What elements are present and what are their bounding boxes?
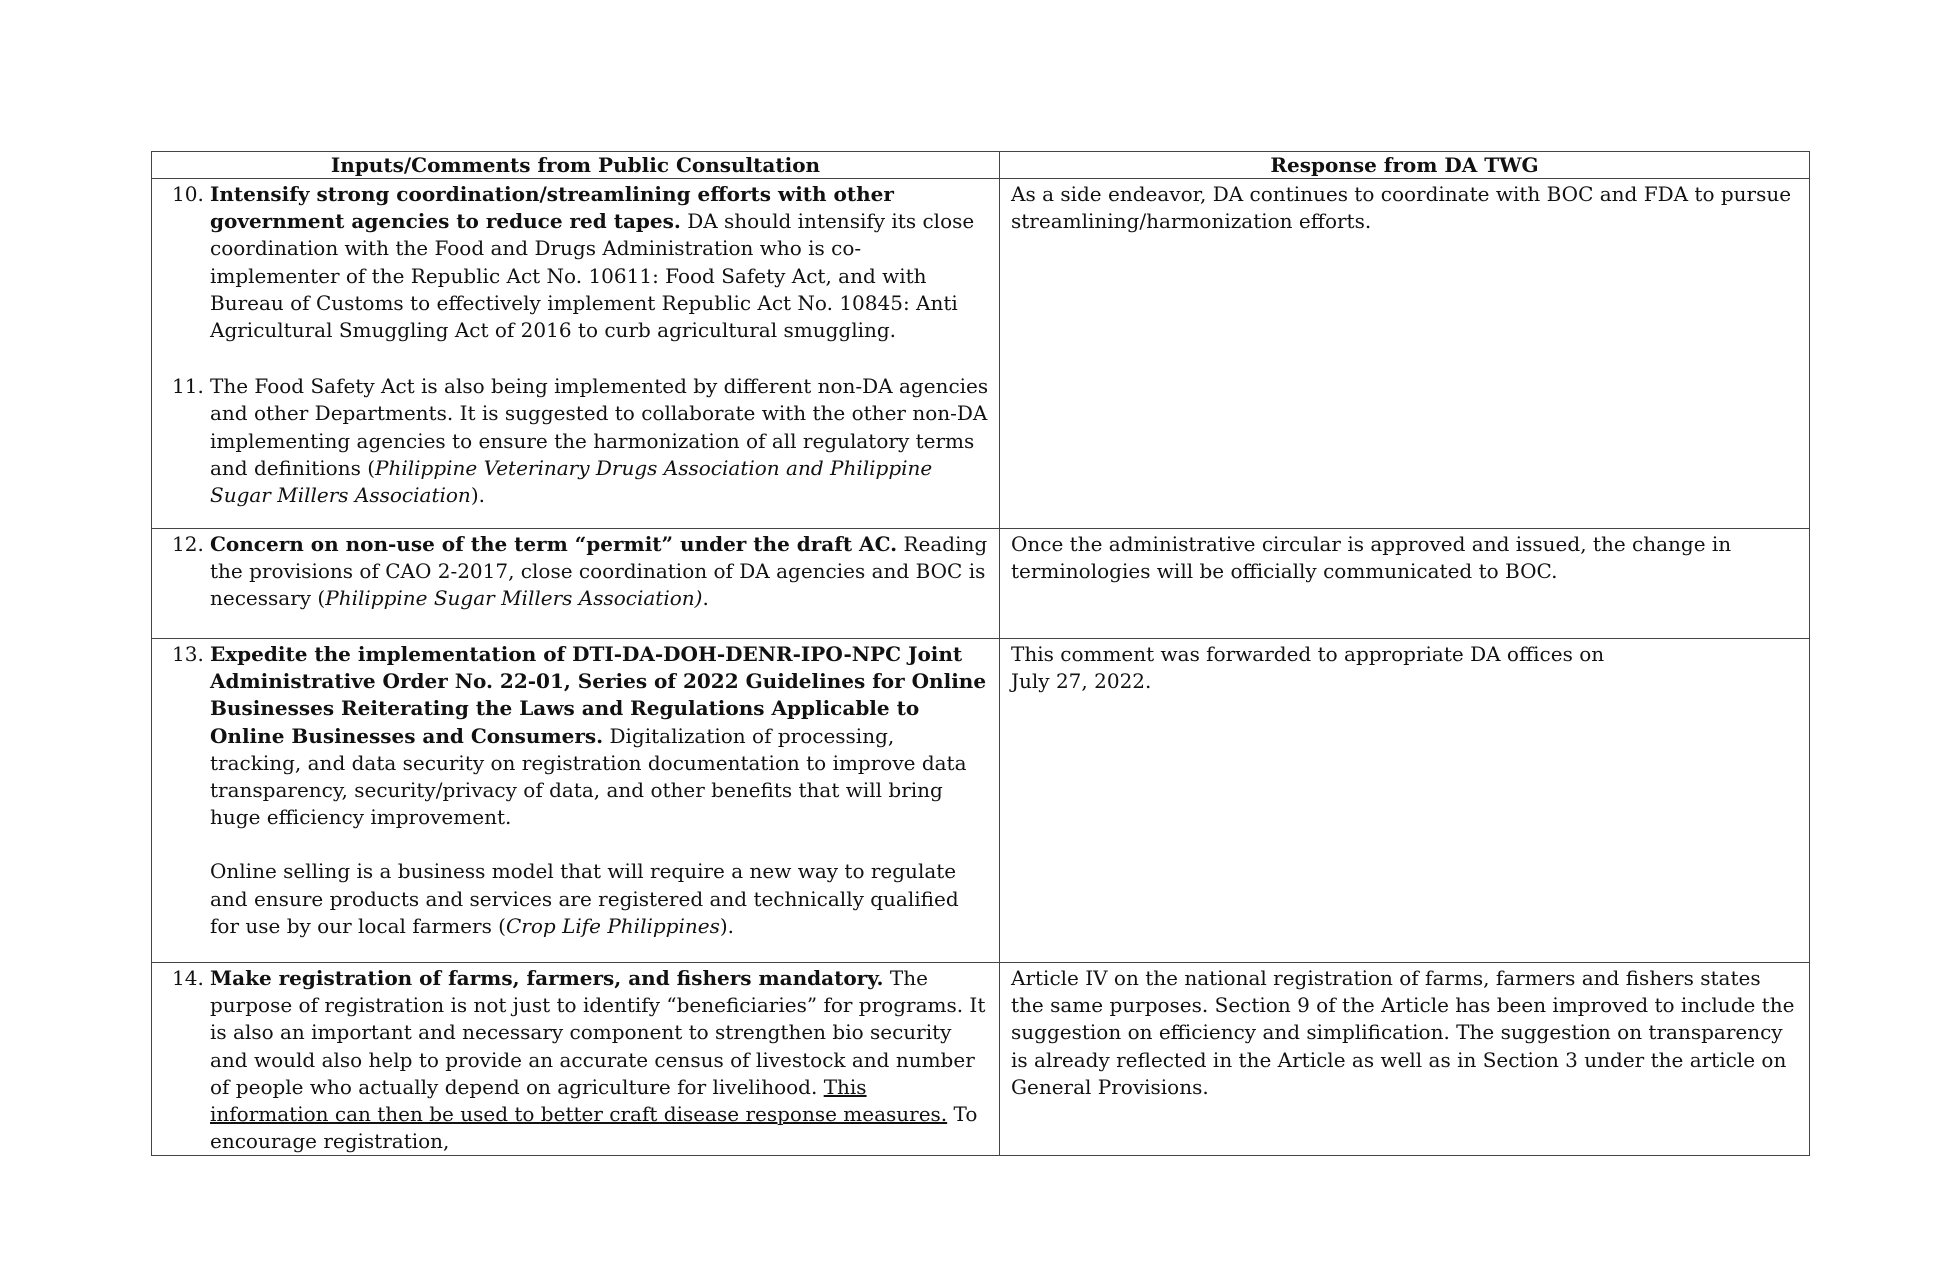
comment-heading: Expedite the implementation of DTI-DA-DOH-DENR-IPO-NPC Joint Administrative Order No. 22-01, Series of 2022 Guidelines for Online Businesses Reiterating the Laws and Regulations Applicable to Online Businesses and Consumers. xyxy=(210,642,987,748)
comment-source: Philippine Veterinary Drugs Association and Philippine Sugar Millers Association xyxy=(210,455,933,508)
table-row xyxy=(152,639,1810,963)
comment-source: Philippine Sugar Millers Association) xyxy=(325,586,703,611)
table-row xyxy=(152,529,1810,639)
comment-tail: ). xyxy=(470,483,485,508)
response-cell xyxy=(1000,529,1810,639)
comment-tail: To encourage registration, xyxy=(210,1102,978,1154)
comment-cell xyxy=(152,963,1000,1156)
column-header-response: Response from DA TWG xyxy=(1000,152,1810,179)
response-line: This comment was forwarded to appropriate DA offices on xyxy=(1011,642,1605,666)
comment-text: DA should intensify its close coordination with the Food and Drugs Administration who is co-implementer of the Republic Act No. 10611: Food Safety Act, and with Bureau of Customs to effectively implement Republic Act No. 10845: Anti Agricultural Smuggling Act of 2016 to curb agricultural smuggling. xyxy=(210,209,975,343)
comment-text: The Food Safety Act is also being implemented by different non-DA agencies and other Departments. It is suggested to collaborate with the other non-DA implementing agencies to ensure the harmonization of all regulatory terms and definitions ( xyxy=(210,374,989,480)
response-cell xyxy=(1000,639,1810,963)
comment-item xyxy=(152,639,999,940)
consultation-table xyxy=(151,151,1810,1156)
comment-item xyxy=(152,179,999,344)
comment-text: Online selling is a business model that will require a new way to regulate and ensure products and services are registered and technically qualified for use by our local farmers ( xyxy=(210,859,959,938)
comment-text: Reading the provisions of CAO 2-2017, close coordination of DA agencies and BOC is necessary ( xyxy=(210,532,988,611)
comment-paragraph xyxy=(210,965,989,1155)
comment-source: Crop Life Philippines xyxy=(506,913,720,938)
response-text: Once the administrative circular is approved and issued, the change in terminologies will be officially communicated to BOC. xyxy=(1011,532,1732,584)
item-number: 11. xyxy=(172,374,204,399)
comment-paragraph xyxy=(210,641,989,831)
comment-text: The purpose of registration is not just to identify “beneficiaries” for programs. It is also an important and necessary component to strengthen bio security and would also help to provide an accurate census of livestock and number of people who actually depend on agriculture for livelihood. xyxy=(210,966,986,1099)
comment-paragraph xyxy=(210,531,989,613)
comment-tail: ). xyxy=(719,913,735,938)
response-text: Article IV on the national registration of farms, farmers and fishers states the same purposes. Section 9 of the Article has been improved to include the suggestion on efficiency and simplification. The suggestion on transparency is already reflected in the Article as well as in Section 3 under the article on General Provisions. xyxy=(1011,966,1795,1099)
table-row xyxy=(152,179,1810,529)
table-row xyxy=(152,963,1810,1156)
table-header-row xyxy=(152,152,1810,179)
comment-cell xyxy=(152,529,1000,639)
comment-item xyxy=(152,529,999,613)
response-text: As a side endeavor, DA continues to coordinate with BOC and FDA to pursue streamlining/harmonization efforts. xyxy=(1011,182,1792,234)
response-cell xyxy=(1000,179,1810,529)
comment-paragraph xyxy=(210,181,989,344)
comment-heading: Make registration of farms, farmers, and fishers mandatory. xyxy=(210,966,884,990)
column-header-inputs: Inputs/Comments from Public Consultation xyxy=(152,152,1000,179)
item-number: 10. xyxy=(172,182,204,206)
comment-item xyxy=(152,371,999,509)
comment-paragraph xyxy=(210,373,989,509)
response-date: July 27, 2022. xyxy=(1011,669,1152,694)
item-number: 14. xyxy=(172,966,204,990)
comment-text: Digitalization of processing, tracking, and data security on registration documentation to improve data transparency, security/privacy of data, and other benefits that will bring huge efficiency improvement. xyxy=(210,723,967,830)
comment-cell xyxy=(152,179,1000,529)
comment-item xyxy=(152,963,999,1155)
comment-underlined: This information can then be used to better craft disease response measures. xyxy=(210,1074,948,1127)
comment-tail: . xyxy=(702,586,709,611)
comment-heading: Intensify strong coordination/streamlining efforts with other government agencies to reduce red tapes. xyxy=(210,182,894,234)
item-number: 13. xyxy=(172,642,204,666)
response-text xyxy=(1000,639,1809,695)
comment-cell xyxy=(152,639,1000,963)
item-number: 12. xyxy=(172,532,204,556)
comment-heading: Concern on non-use of the term “permit” under the draft AC. xyxy=(210,532,898,556)
comment-paragraph xyxy=(210,858,989,940)
response-cell xyxy=(1000,963,1810,1156)
